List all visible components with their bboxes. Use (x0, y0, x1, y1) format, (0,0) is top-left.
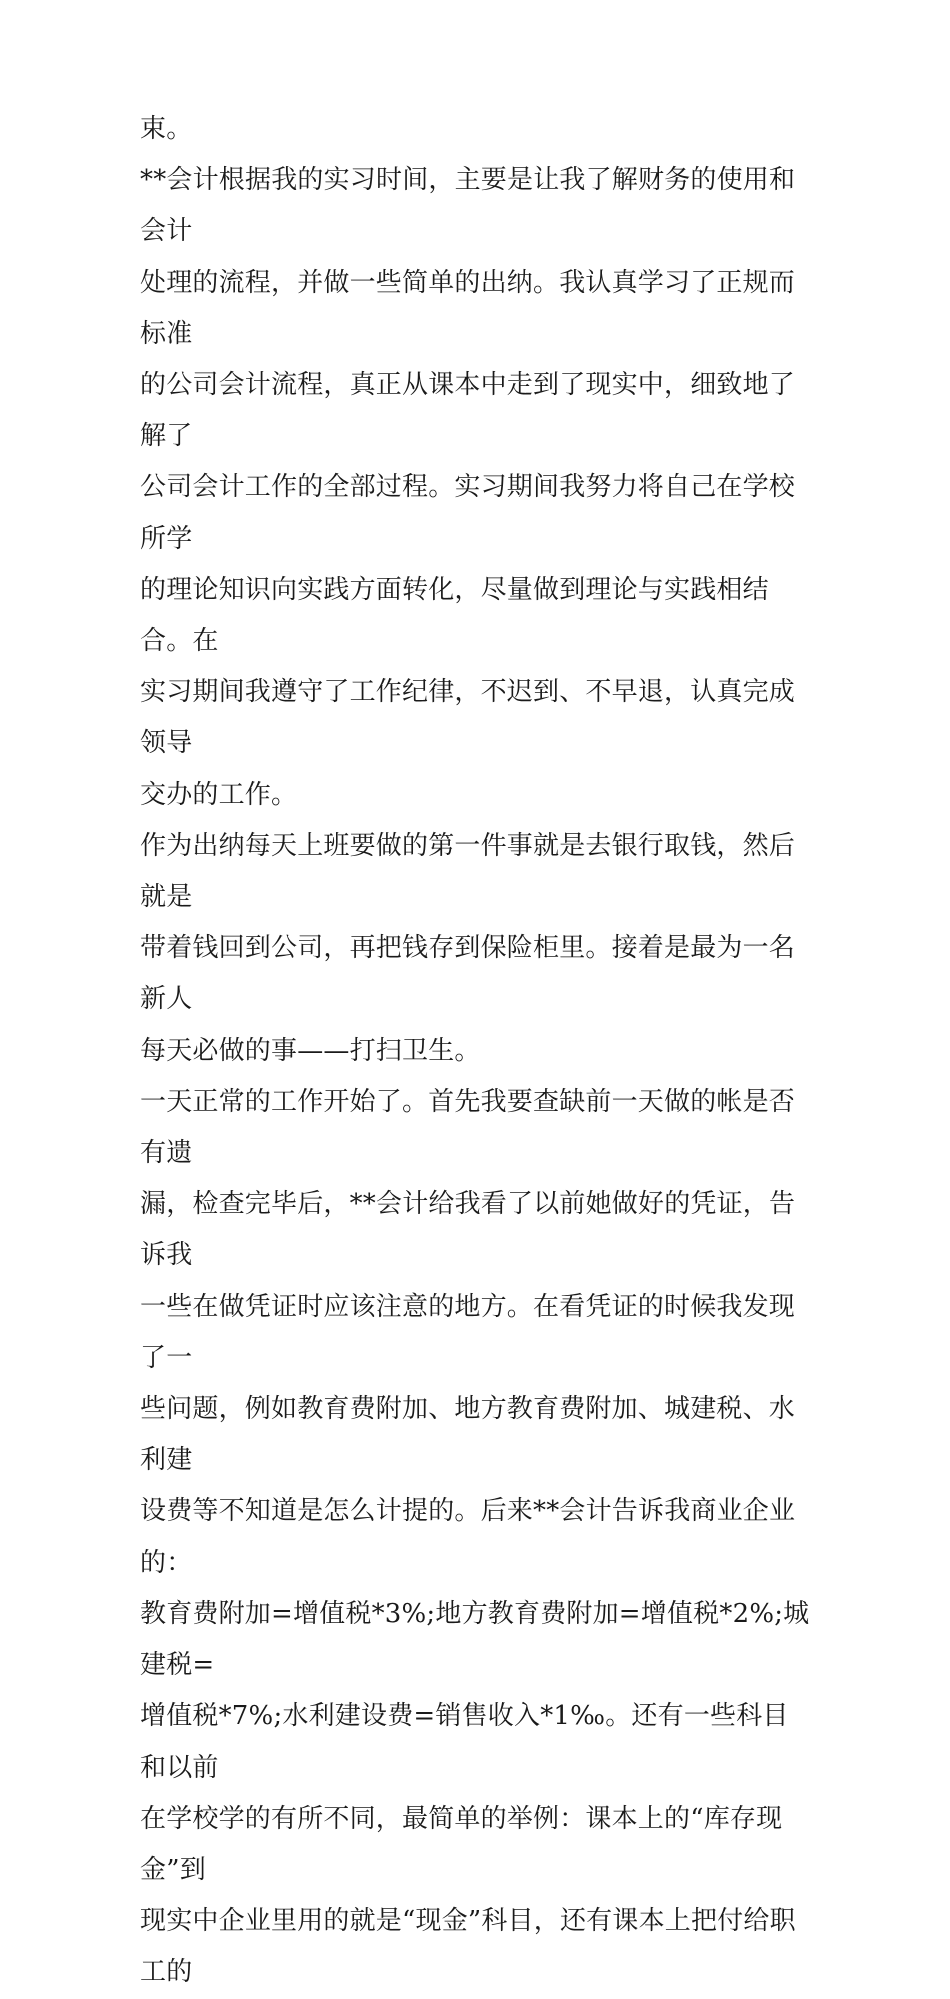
body-text (140, 104, 812, 1999)
paragraph-3: 作为出纳每天上班要做的第一件事就是去银行取钱，然后就是 带着钱回到公司，再把钱存到保险柜里。接着是最为一名新人 每天必做的事——打扫卫生。 (140, 830, 796, 1066)
paragraph-4: 一天正常的工作开始了。首先我要查缺前一天做的帐是否有遗 漏，检查完毕后，**会计给我看了以前她做好的凭证，告诉我 一些在做凭证时应该注意的地方。在看凭证的时候我发现了一 些问题，例如教育费附加、地方教育费附加、城建税、水利建 设费等不知道是怎么计提的。后来**会计告诉我商业企业的： 教育费附加=增值税*3%;地方教育费附加=增值税*2%;城建税= 增值税*7%;水利建设费=销售收入*1‰。还有一些科目和以前 在学校学的有所不同，最简单的举例：课本上的“库存现金”到 现实中企业里用的就是“现金”科目，还有课本上把付给职工的 (140, 1086, 810, 1988)
paragraph-2: **会计根据我的实习时间，主要是让我了解财务的使用和会计 处理的流程，并做一些简单的出纳。我认真学习了正规而标准 的公司会计流程，真正从课本中走到了现实中，细致地了解了 公司会计工作的全部过程。实习期间我努力将自己在学校所学 的理论知识向实践方面转化，尽量做到理论与实践相结合。在 实习期间我遵守了工作纪律，不迟到、不早退，认真完成领导 交办的工作。 (140, 165, 796, 810)
paragraph-1: 束。 (140, 114, 193, 144)
